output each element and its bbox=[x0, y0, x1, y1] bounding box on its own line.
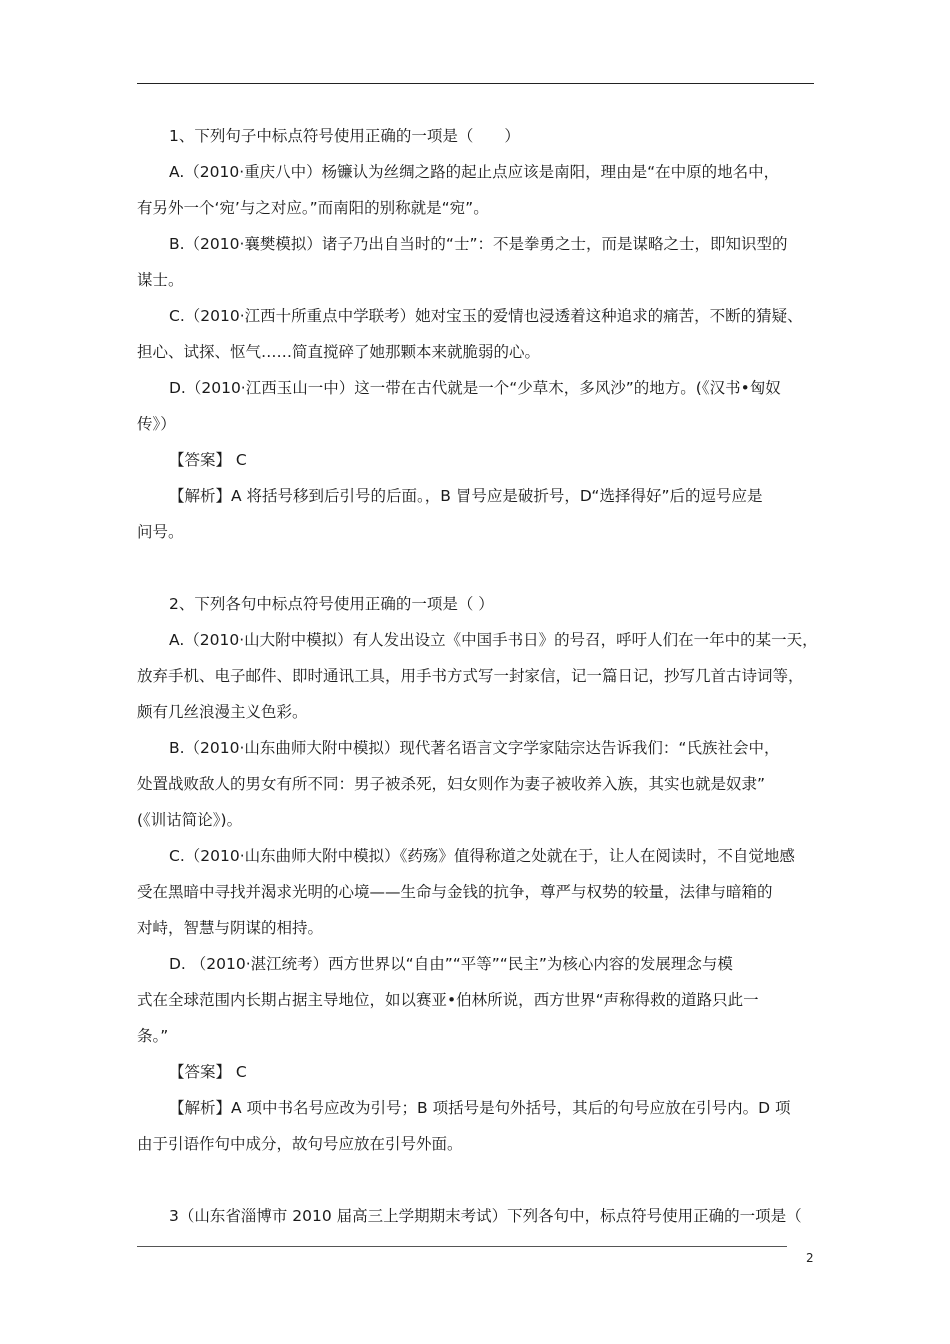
q2-option-c-line3: 对峙，智慧与阴谋的相持。 bbox=[137, 919, 324, 937]
paragraph-gap bbox=[137, 550, 817, 586]
q1-option-c-line2: 担心、试探、怄气……简直搅碎了她那颗本来就脆弱的心。 bbox=[137, 343, 541, 361]
header-rule bbox=[137, 83, 814, 84]
page-number: 2 bbox=[806, 1251, 814, 1265]
q2-answer: 【答案】 C bbox=[169, 1063, 247, 1081]
paragraph-gap bbox=[137, 1162, 817, 1198]
q1-option-c-line1: C.（2010·江西十所重点中学联考）她对宝玉的爱情也浸透着这种追求的痛苦，不断的猜疑、 bbox=[169, 307, 803, 325]
q1-option-d-line1: D.（2010·江西玉山一中）这一带在古代就是一个“少草木，多风沙”的地方。(《汉书•匈奴 bbox=[169, 379, 781, 397]
document-body bbox=[137, 118, 817, 1234]
q1-option-d-line2: 传》） bbox=[137, 415, 176, 433]
q2-option-a-line3: 颇有几丝浪漫主义色彩。 bbox=[137, 703, 308, 721]
q2-option-d-line3: 条。” bbox=[137, 1027, 169, 1045]
q2-option-a-line2: 放弃手机、电子邮件、即时通讯工具，用手书方式写一封家信，记一篇日记，抄写几首古诗词等， bbox=[137, 667, 804, 685]
q2-explanation-line2: 由于引语作句中成分，故句号应放在引号外面。 bbox=[137, 1135, 463, 1153]
q2-option-d-line1: D. （2010·湛江统考）西方世界以“自由”“平等”“民主”为核心内容的发展理念与模 bbox=[169, 955, 733, 973]
footer-rule bbox=[137, 1246, 787, 1247]
q2-option-b-line3: (《训诂简论》)。 bbox=[137, 811, 243, 829]
q2-explanation-line1: 【解析】A 项中书名号应改为引号；B 项括号是句外括号，其后的句号应放在引号内。D 项 bbox=[169, 1099, 791, 1117]
q1-explanation-line2: 问号。 bbox=[137, 523, 184, 541]
q1-option-a-line1: A.（2010·重庆八中）杨镰认为丝绸之路的起止点应该是南阳，理由是“在中原的地名中， bbox=[169, 163, 780, 181]
q1-option-b-line2: 谋士。 bbox=[137, 271, 184, 289]
question-2-stem: 2、下列各句中标点符号使用正确的一项是（ ） bbox=[169, 595, 494, 613]
q2-option-c-line2: 受在黑暗中寻找并渴求光明的心境——生命与金钱的抗争，尊严与权势的较量，法律与暗箱的 bbox=[137, 883, 773, 901]
q2-option-a-line1: A.（2010·山大附中模拟）有人发出设立《中国手书日》的号召，呼吁人们在一年中的某一天， bbox=[169, 631, 818, 649]
question-3-stem: 3（山东省淄博市 2010 届高三上学期期末考试）下列各句中，标点符号使用正确的一项是（ bbox=[169, 1207, 802, 1225]
q2-option-c-line1: C.（2010·山东曲师大附中模拟）《药殇》值得称道之处就在于，让人在阅读时，不自觉地感 bbox=[169, 847, 795, 865]
question-1-stem: 1、下列句子中标点符号使用正确的一项是（ ） bbox=[169, 127, 520, 145]
q1-explanation-line1: 【解析】A 将括号移到后引号的后面。，B 冒号应是破折号，D“选择得好”后的逗号应是 bbox=[169, 487, 763, 505]
q2-option-b-line1: B.（2010·山东曲师大附中模拟）现代著名语言文字学家陆宗达告诉我们：“氏族社会中， bbox=[169, 739, 780, 757]
q2-option-b-line2: 处置战败敌人的男女有所不同：男子被杀死，妇女则作为妻子被收养入族，其实也就是奴隶” bbox=[137, 775, 766, 793]
q1-option-a-line2: 有另外一个‘宛’与之对应。”而南阳的别称就是“宛”。 bbox=[137, 199, 489, 217]
q2-option-d-line2: 式在全球范围内长期占据主导地位，如以赛亚•伯林所说，西方世界“声称得救的道路只此一 bbox=[137, 991, 759, 1009]
q1-answer: 【答案】 C bbox=[169, 451, 247, 469]
q1-option-b-line1: B.（2010·襄樊模拟）诸子乃出自当时的“士”：不是拳勇之士，而是谋略之士，即知识型的 bbox=[169, 235, 788, 253]
